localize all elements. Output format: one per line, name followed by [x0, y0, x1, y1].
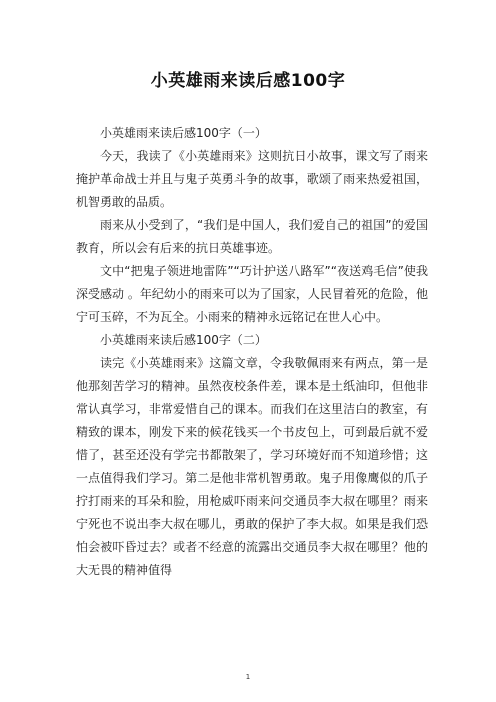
- document-body: [76, 122, 428, 582]
- paragraph: 读完《小英雄雨来》这篇文章，令我敬佩雨来有两点，第一是他那刻苦学习的精神。虽然夜校条件差，课本是土纸油印，但他非常认真学习，非常爱惜自己的课本。而我们在这里洁白的教室，有精致的课本，刚发下来的候花钱买一个书皮包上，可到最后就不爱惜了，甚至还没有学完书都散架了，学习环境好而不知道珍惜；这一点值得我们学习。第二是他非常机智勇敢。鬼子用像鹰似的爪子拧打雨来的耳朵和脸，用枪威吓雨来问交通员李大叔在哪里？雨来宁死也不说出李大叔在哪儿，勇敢的保护了李大叔。如果是我们恐怕会被吓昏过去？或者不经意的流露出交通员李大叔在哪里？他的大无畏的精神值得: [76, 356, 428, 577]
- paragraph: 今天，我读了《小英雄雨来》这则抗日小故事，课文写了雨来掩护革命战士并且与鬼子英勇斗争的故事，歌颂了雨来热爱祖国，机智勇敢的品质。: [76, 149, 428, 209]
- section-heading-1: 小英雄雨来读后感100字（一）: [100, 126, 267, 140]
- paragraph: 雨来从小受到了，“我们是中国人，我们爱自己的祖国”的爱国教育，所以会有后来的抗日英雄事迹。: [76, 218, 428, 255]
- paragraph: 文中“把鬼子领进地雷阵”“巧计护送八路军”“夜送鸡毛信”使我深受感动 。年纪幼小的雨来可以为了国家，人民冒着死的危险，他宁可玉碎，不为瓦全。小雨来的精神永远铭记在世人心中。: [76, 264, 428, 324]
- page-number: 1: [245, 673, 251, 681]
- document-title: 小英雄雨来读后感100字: [150, 71, 346, 91]
- section-heading-2: 小英雄雨来读后感100字（二）: [100, 333, 267, 347]
